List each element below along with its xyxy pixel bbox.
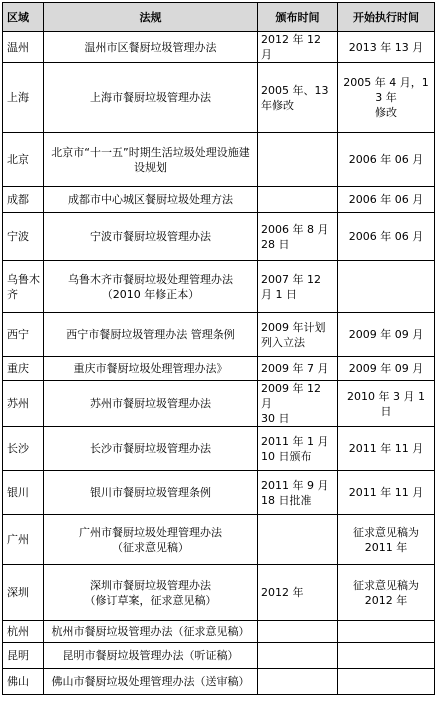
cell-start-text: 2013 年 13 月 — [348, 40, 424, 54]
cell-law — [44, 427, 258, 471]
cell-law — [44, 643, 258, 669]
cell-start — [338, 357, 435, 381]
cell-law — [44, 565, 258, 621]
table-row — [3, 381, 435, 427]
cell-law — [44, 133, 258, 187]
cell-start — [338, 643, 435, 669]
cell-region — [3, 133, 44, 187]
cell-law — [44, 63, 258, 133]
cell-law — [44, 32, 258, 63]
cell-law-text: 温州市区餐厨垃圾管理办法 — [84, 40, 217, 54]
cell-law-text: 银川市餐厨垃圾管理条例 — [90, 486, 211, 499]
cell-region — [3, 669, 44, 695]
cell-published — [258, 565, 338, 621]
cell-region-text: 广州 — [7, 533, 29, 546]
cell-law — [44, 515, 258, 565]
cell-region-text: 成都 — [7, 193, 29, 206]
cell-start-text: 2006 年 06 月 — [348, 193, 424, 206]
cell-law — [44, 381, 258, 427]
cell-published — [258, 261, 338, 313]
cell-law-text: 深圳市餐厨垃圾管理办法 （修订草案，征求意见稿） — [84, 578, 217, 607]
cell-law-text: 长沙市餐厨垃圾管理办法 — [90, 442, 211, 455]
table-row — [3, 63, 435, 133]
header-published: 颁布时间 — [258, 3, 338, 32]
table-row — [3, 427, 435, 471]
table-row — [3, 515, 435, 565]
cell-start — [338, 32, 435, 63]
cell-law — [44, 213, 258, 261]
cell-published-text: 2011 年 9 月 18 日批准 — [261, 478, 329, 507]
kitchen-waste-regulation-table — [2, 2, 435, 695]
cell-published-text: 2007 年 12 月 1 日 — [261, 272, 321, 301]
cell-law — [44, 621, 258, 643]
cell-published — [258, 621, 338, 643]
cell-region-text: 宁波 — [7, 230, 29, 243]
cell-region-text: 银川 — [7, 486, 29, 499]
cell-start-text: 2006 年 06 月 — [348, 153, 424, 166]
cell-start-text: 征求意见稿为 2012 年 — [353, 578, 419, 607]
cell-start — [338, 669, 435, 695]
cell-region — [3, 63, 44, 133]
cell-law-text: 上海市餐厨垃圾管理办法 — [90, 91, 211, 104]
cell-region-text: 深圳 — [7, 586, 29, 599]
cell-region — [3, 643, 44, 669]
cell-region — [3, 621, 44, 643]
cell-start — [338, 213, 435, 261]
cell-published-text: 2005 年、13 年修改 — [261, 83, 329, 112]
cell-published-text: 2009 年 12 月 30 日 — [261, 382, 321, 425]
cell-law-text: 佛山市餐厨垃圾处理管理办法（送审稿） — [51, 675, 250, 688]
cell-law — [44, 471, 258, 515]
cell-start — [338, 565, 435, 621]
cell-law-text: 昆明市餐厨垃圾管理办法（听证稿） — [62, 649, 239, 662]
cell-region — [3, 471, 44, 515]
cell-region — [3, 313, 44, 357]
cell-start — [338, 187, 435, 213]
cell-start — [338, 313, 435, 357]
cell-start — [338, 515, 435, 565]
cell-law-text: 杭州市餐厨垃圾管理办法（征求意见稿） — [51, 625, 250, 638]
cell-published-text: 2012 年 — [261, 586, 304, 599]
cell-law — [44, 313, 258, 357]
cell-law-text: 苏州市餐厨垃圾管理办法 — [90, 397, 211, 410]
cell-region-text: 乌鲁木齐 — [7, 272, 40, 301]
cell-region — [3, 213, 44, 261]
cell-region — [3, 381, 44, 427]
cell-published — [258, 133, 338, 187]
cell-start — [338, 261, 435, 313]
cell-start — [338, 63, 435, 133]
cell-start — [338, 381, 435, 427]
table-row — [3, 357, 435, 381]
cell-region-text: 重庆 — [7, 362, 29, 375]
header-start: 开始执行时间 — [338, 3, 435, 32]
cell-region — [3, 565, 44, 621]
cell-start-text: 2006 年 06 月 — [348, 230, 424, 243]
cell-region-text: 佛山 — [7, 675, 29, 688]
table-row — [3, 565, 435, 621]
cell-region-text: 杭州 — [7, 625, 29, 638]
cell-start-text: 2011 年 11 月 — [348, 442, 424, 455]
cell-region-text: 西宁 — [7, 328, 29, 341]
cell-published-text: 2009 年计划列入立法 — [261, 320, 326, 349]
table-row — [3, 32, 435, 63]
cell-region-text: 北京 — [7, 153, 29, 166]
cell-region — [3, 261, 44, 313]
table-row — [3, 313, 435, 357]
cell-region — [3, 187, 44, 213]
cell-law-text: 乌鲁木齐市餐厨垃圾处理管理办法 （2010 年修正本） — [68, 272, 233, 301]
cell-published-text: 2009 年 7 月 — [261, 362, 329, 375]
table-row — [3, 621, 435, 643]
cell-start-text: 2005 年 4 月，13 年 修改 — [343, 76, 429, 119]
cell-region — [3, 515, 44, 565]
header-law: 法规 — [44, 3, 258, 32]
cell-region-text: 苏州 — [7, 397, 29, 410]
cell-published — [258, 471, 338, 515]
cell-published-text: 2011 年 1 月 10 日颁布 — [261, 434, 329, 463]
cell-start-text: 征求意见稿为 2011 年 — [353, 525, 419, 554]
cell-law-text: 北京市“十一五”时期生活垃圾处理设施建设规划 — [51, 145, 250, 174]
header-region: 区域 — [3, 3, 44, 32]
cell-published — [258, 187, 338, 213]
cell-start-text: 2009 年 09 月 — [348, 362, 424, 375]
cell-published — [258, 381, 338, 427]
cell-law — [44, 357, 258, 381]
regulation-table-wrapper — [2, 2, 435, 695]
cell-region — [3, 427, 44, 471]
cell-published — [258, 213, 338, 261]
cell-published — [258, 515, 338, 565]
cell-published — [258, 643, 338, 669]
cell-law-text: 成都市中心城区餐厨垃圾处理方法 — [68, 193, 233, 206]
table-row — [3, 133, 435, 187]
cell-law-text: 西宁市餐厨垃圾管理办法 管理条例 — [66, 328, 235, 341]
cell-start — [338, 471, 435, 515]
cell-law-text: 宁波市餐厨垃圾管理办法 — [90, 230, 211, 243]
cell-law — [44, 187, 258, 213]
cell-published — [258, 63, 338, 133]
table-body — [3, 32, 435, 695]
cell-start-text: 2011 年 11 月 — [348, 486, 424, 499]
cell-start-text: 2009 年 09 月 — [348, 328, 424, 341]
cell-law — [44, 669, 258, 695]
cell-published — [258, 427, 338, 471]
cell-law — [44, 261, 258, 313]
table-row — [3, 643, 435, 669]
table-row — [3, 261, 435, 313]
table-row — [3, 471, 435, 515]
cell-law-text: 广州市餐厨垃圾处理管理办法 （征求意见稿） — [79, 525, 222, 554]
cell-region-text: 昆明 — [7, 649, 29, 662]
cell-region — [3, 32, 44, 63]
cell-published-text: 2006 年 8 月 28 日 — [261, 222, 329, 251]
cell-published — [258, 313, 338, 357]
cell-start — [338, 621, 435, 643]
cell-published — [258, 669, 338, 695]
cell-start — [338, 133, 435, 187]
cell-region-text: 上海 — [7, 91, 29, 104]
cell-law-text: 重庆市餐厨垃圾处理管理办法》 — [73, 362, 228, 375]
table-row — [3, 669, 435, 695]
cell-published — [258, 357, 338, 381]
cell-start-text: 2010 年 3 月 1 日 — [347, 389, 425, 418]
cell-region — [3, 357, 44, 381]
header-row — [3, 3, 435, 32]
cell-published-text: 2012 年 12 月 — [261, 33, 321, 61]
cell-region-text: 长沙 — [7, 442, 29, 455]
table-row — [3, 187, 435, 213]
cell-region-text: 温州 — [7, 40, 29, 54]
table-row — [3, 213, 435, 261]
cell-start — [338, 427, 435, 471]
cell-published — [258, 32, 338, 63]
